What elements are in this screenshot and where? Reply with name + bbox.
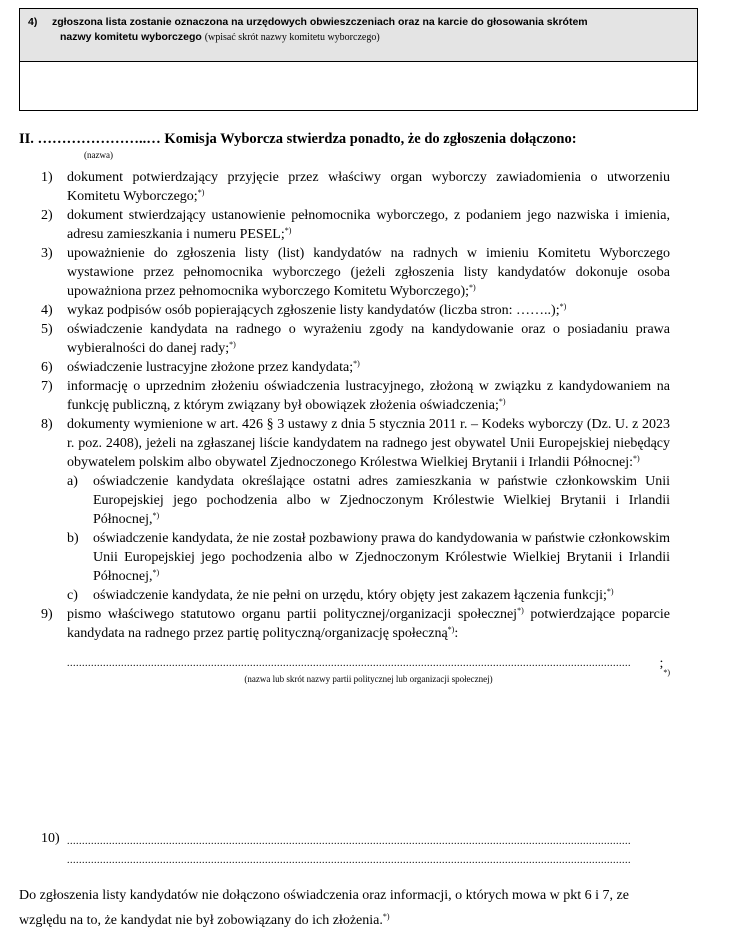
box-header <box>20 9 697 62</box>
footnote-mark: *) <box>152 511 160 520</box>
item-number: 7) <box>41 379 53 394</box>
committee-abbreviation-box <box>19 8 698 111</box>
footnote-mark: *) <box>284 226 292 235</box>
list-item <box>19 358 670 377</box>
item-number: 2) <box>41 208 53 223</box>
item-number: 5) <box>41 322 53 337</box>
footnote-mark: *) <box>197 188 205 197</box>
semicolon: ; <box>659 656 664 671</box>
party-name-field[interactable]: ............................................................................................................................................................................................ <box>67 658 631 669</box>
item-text: : <box>454 626 459 641</box>
abbreviation-input-area[interactable] <box>20 62 697 110</box>
list-item <box>19 301 670 320</box>
list-item <box>19 415 670 605</box>
commission-name-blank[interactable]: …………………..… <box>37 131 161 147</box>
list-item <box>19 320 670 358</box>
footnote-mark: *) <box>517 606 524 615</box>
footnote-mark: *) <box>229 340 236 349</box>
sub-item-text: oświadczenie kandydata, że nie pełni on urzędu, który objęty jest zakazem łączenia funkcji; <box>93 588 607 603</box>
footnote-mark: *) <box>447 625 455 634</box>
sub-item <box>67 472 670 529</box>
item-text: oświadczenie lustracyjne złożone przez kandydata; <box>67 360 354 375</box>
item-text: dokumenty wymienione w art. 426 § 3 ustawy z dnia 5 stycznia 2011 r. – Kodeks wyborczy (Dz. U. z 2023 r. poz. 2408), jeżeli na zgłaszanej liście kandydatem na radnego jest obywatel Unii Europejskiej niebędący obywatelem polskim albo obywatel Zjednoczonego Królestwa Wielkiej Brytanii i Irlandii Północnej: <box>67 417 670 470</box>
list-item <box>19 206 670 244</box>
item-number: 9) <box>41 607 53 622</box>
final-statement <box>19 883 671 933</box>
footnote-mark: *) <box>469 283 476 292</box>
box-line2: nazwy komitetu wyborczego <box>60 31 202 43</box>
section-roman: II. <box>19 131 34 147</box>
list-item-9: 9) pismo właściwego statutowo organu partii politycznej/organizacji społecznej*) potwierdzające poparcie kandydata na radnego przez partię polityczną/organizację społeczną*): ............................................................................................................................................................................................ ; *) (nazwa lub skrót nazwy partii politycznej lub organizacji społecznej) <box>41 606 670 684</box>
item-number: 10) <box>41 831 60 846</box>
sub-item-text: oświadczenie kandydata, że nie został pozbawiony prawa do kandydowania w państwie członkowskim Unii Europejskiej jego pochodzenia albo w Zjednoczonym Królestwie Wielkiej Brytanii i Irlandii Północnej, <box>93 531 670 584</box>
list-item <box>19 168 670 206</box>
item-text: dokument stwierdzający ustanowienie pełnomocnika wyborczego, z podaniem jego nazwiska i imienia, adresu zamieszkania i numeru PESEL; <box>67 208 670 242</box>
footnote-mark: *) <box>353 359 360 368</box>
sub-item <box>67 586 670 605</box>
list-item <box>19 244 670 301</box>
footnote-mark: *) <box>633 454 640 463</box>
other-attachment-field-1[interactable]: ............................................................................................................................................................................................ <box>67 836 631 847</box>
item-text: dokument potwierdzający przyjęcie przez właściwy organ wyborczy zawiadomienia o utworzeniu Komitetu Wyborczego; <box>67 170 670 204</box>
section-heading <box>19 131 577 148</box>
name-caption: (nazwa) <box>84 150 113 160</box>
footnote-mark: *) <box>498 397 506 406</box>
item-text: pismo właściwego statutowo organu partii politycznej/organizacji społecznej <box>67 607 518 622</box>
final-text: Do zgłoszenia listy kandydatów nie dołączono oświadczenia oraz informacji, o których mowa w pkt 6 i 7, ze względu na to, że kandydat nie był zobowiązany do ich złożenia. <box>19 888 629 928</box>
item-number: 8) <box>41 417 53 432</box>
item-number: 6) <box>41 360 53 375</box>
footnote-mark: *) <box>382 912 390 921</box>
attachments-list <box>19 168 670 685</box>
box-line1: zgłoszona lista zostanie oznaczona na urzędowych obwieszczeniach oraz na karcie do głosowania skrótem <box>52 16 588 28</box>
sub-item-letter: b) <box>67 531 79 546</box>
footnote-mark: *) <box>606 587 614 596</box>
item-number: 1) <box>41 170 53 185</box>
item-text: potwierdzające poparcie kandydata na radnego przez partię polityczną/organizację społeczną <box>67 607 670 641</box>
item-text: oświadczenie kandydata na radnego o wyrażeniu zgody na kandydowanie oraz o posiadaniu prawa wybieralności do danej rady; <box>67 322 670 356</box>
sub-item-text: oświadczenie kandydata określające ostatni adres zamieszkania w państwie członkowskim Unii Europejskiej jego pochodzenia albo w Zjednoczonym Królestwie Wielkiej Brytanii i Irlandii Północnej, <box>93 474 670 527</box>
box-hint: (wpisać skrót nazwy komitetu wyborczego) <box>204 32 380 43</box>
list-item-10 <box>19 830 670 866</box>
item-text: informację o uprzednim złożeniu oświadczenia lustracyjnego, złożoną w związku z kandydowaniem na funkcję publiczną, z którym związany był obowiązek złożenia oświadczenia; <box>67 379 670 413</box>
item-number: 3) <box>41 246 53 261</box>
sub-list <box>67 472 670 605</box>
item-text: wykaz podpisów osób popierających zgłoszenie listy kandydatów (liczba stron: ……..); <box>67 303 560 318</box>
sub-item-letter: c) <box>67 588 78 603</box>
item-number: 4) <box>41 303 53 318</box>
item-text: upoważnienie do zgłoszenia listy (list) kandydatów na radnych w imieniu Komitetu Wyborczego wystawione przez pełnomocnika wyborczego (jeżeli zgłoszenia listy kandydatów dokonuje osoba upoważniona przez pełnomocnika wyborczego Komitetu Wyborczego); <box>67 246 670 299</box>
party-name-caption: (nazwa lub skrót nazwy partii politycznej lub organizacji społecznej) <box>244 674 493 684</box>
section-title: Komisja Wyborcza stwierdza ponadto, że do zgłoszenia dołączono: <box>164 131 577 147</box>
footnote-mark: *) <box>152 568 160 577</box>
other-attachment-field-2[interactable]: ............................................................................................................................................................................................ <box>67 855 631 866</box>
box-number: 4) <box>28 16 38 28</box>
sub-item <box>67 529 670 586</box>
list-item <box>19 377 670 415</box>
footnote-mark: *) <box>559 302 567 311</box>
sub-item-letter: a) <box>67 474 78 489</box>
